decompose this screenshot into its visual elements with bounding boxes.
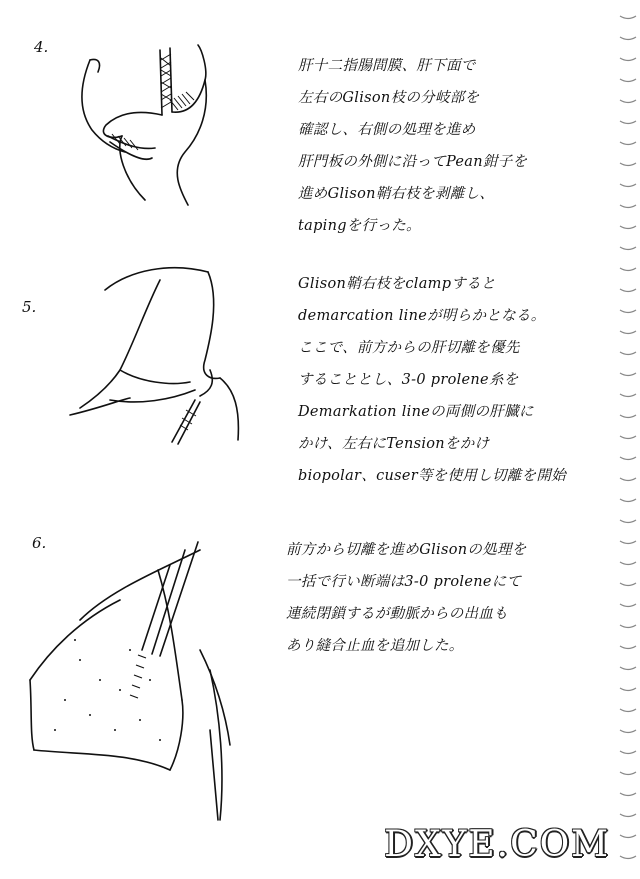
step-number-5: 5. — [22, 298, 37, 316]
binding-ring — [620, 289, 636, 292]
binding-ring — [620, 583, 636, 586]
binding-ring — [620, 814, 636, 817]
sketch-step-6-parenchymal-transection — [20, 530, 250, 840]
binding-ring — [620, 79, 636, 82]
note-line: 肝十二指腸間膜、肝下面で — [298, 58, 476, 74]
binding-ring — [620, 16, 636, 19]
note-line: ここで、前方からの肝切離を優先 — [298, 340, 520, 356]
note-line: 左右のGlison枝の分岐部を — [298, 90, 480, 106]
binding-ring — [620, 478, 636, 481]
note-line: Glison鞘右枝をclampすると — [298, 276, 496, 292]
binding-ring — [620, 352, 636, 355]
binding-ring — [620, 751, 636, 754]
binding-ring — [620, 793, 636, 796]
binding-ring — [620, 856, 636, 859]
watermark-logo: DXYE.COM — [384, 824, 610, 865]
sketch-step-4-hepatic-hilum — [70, 40, 250, 210]
note-line: tapingを行った。 — [298, 218, 421, 234]
binding-ring — [620, 772, 636, 775]
binding-ring — [620, 37, 636, 40]
sketch-step-5-liver-clamp — [60, 250, 260, 450]
binding-ring — [620, 226, 636, 229]
binding-ring — [620, 457, 636, 460]
binding-ring — [620, 163, 636, 166]
step-number-4: 4. — [34, 38, 49, 56]
binding-ring — [620, 709, 636, 712]
note-line: 一括で行い断端は3-0 proleneにて — [286, 574, 522, 590]
binding-ring — [620, 730, 636, 733]
binding-ring — [620, 667, 636, 670]
binding-ring — [620, 121, 636, 124]
step-5-note — [298, 268, 566, 492]
binding-ring — [620, 268, 636, 271]
binding-ring — [620, 58, 636, 61]
binding-ring — [620, 541, 636, 544]
binding-ring — [620, 415, 636, 418]
note-line: かけ、左右にTensionをかけ — [298, 436, 490, 452]
binding-ring — [620, 331, 636, 334]
spiral-binding — [600, 0, 640, 879]
binding-ring — [620, 499, 636, 502]
step-4-note — [298, 50, 527, 242]
note-line: biopolar、cuser等を使用し切離を開始 — [298, 468, 566, 484]
binding-ring — [620, 562, 636, 565]
note-line: 前方から切離を進めGlisonの処理を — [286, 542, 527, 558]
note-line: Demarkation lineの両側の肝臓に — [298, 404, 534, 420]
binding-ring — [620, 688, 636, 691]
binding-ring — [620, 394, 636, 397]
note-line: あり縫合止血を追加した。 — [286, 638, 464, 654]
note-line: 進めGlison鞘右枝を剥離し、 — [298, 186, 495, 202]
binding-ring — [620, 646, 636, 649]
binding-ring — [620, 373, 636, 376]
binding-ring — [620, 436, 636, 439]
note-line: demarcation lineが明らかとなる。 — [298, 308, 546, 324]
note-line: 肝門板の外側に沿ってPean鉗子を — [298, 154, 528, 170]
note-line: することとし、3-0 prolene糸を — [298, 372, 519, 388]
binding-ring — [620, 205, 636, 208]
binding-ring — [620, 184, 636, 187]
step-6-note — [286, 534, 527, 662]
binding-ring — [620, 310, 636, 313]
binding-ring — [620, 625, 636, 628]
binding-ring — [620, 247, 636, 250]
binding-ring — [620, 604, 636, 607]
binding-ring — [620, 520, 636, 523]
binding-ring — [620, 142, 636, 145]
binding-ring — [620, 835, 636, 838]
note-line: 連続閉鎖するが動脈からの出血も — [286, 606, 508, 622]
step-number-6: 6. — [32, 534, 47, 552]
binding-ring — [620, 100, 636, 103]
note-line: 確認し、右側の処理を進め — [298, 122, 476, 138]
